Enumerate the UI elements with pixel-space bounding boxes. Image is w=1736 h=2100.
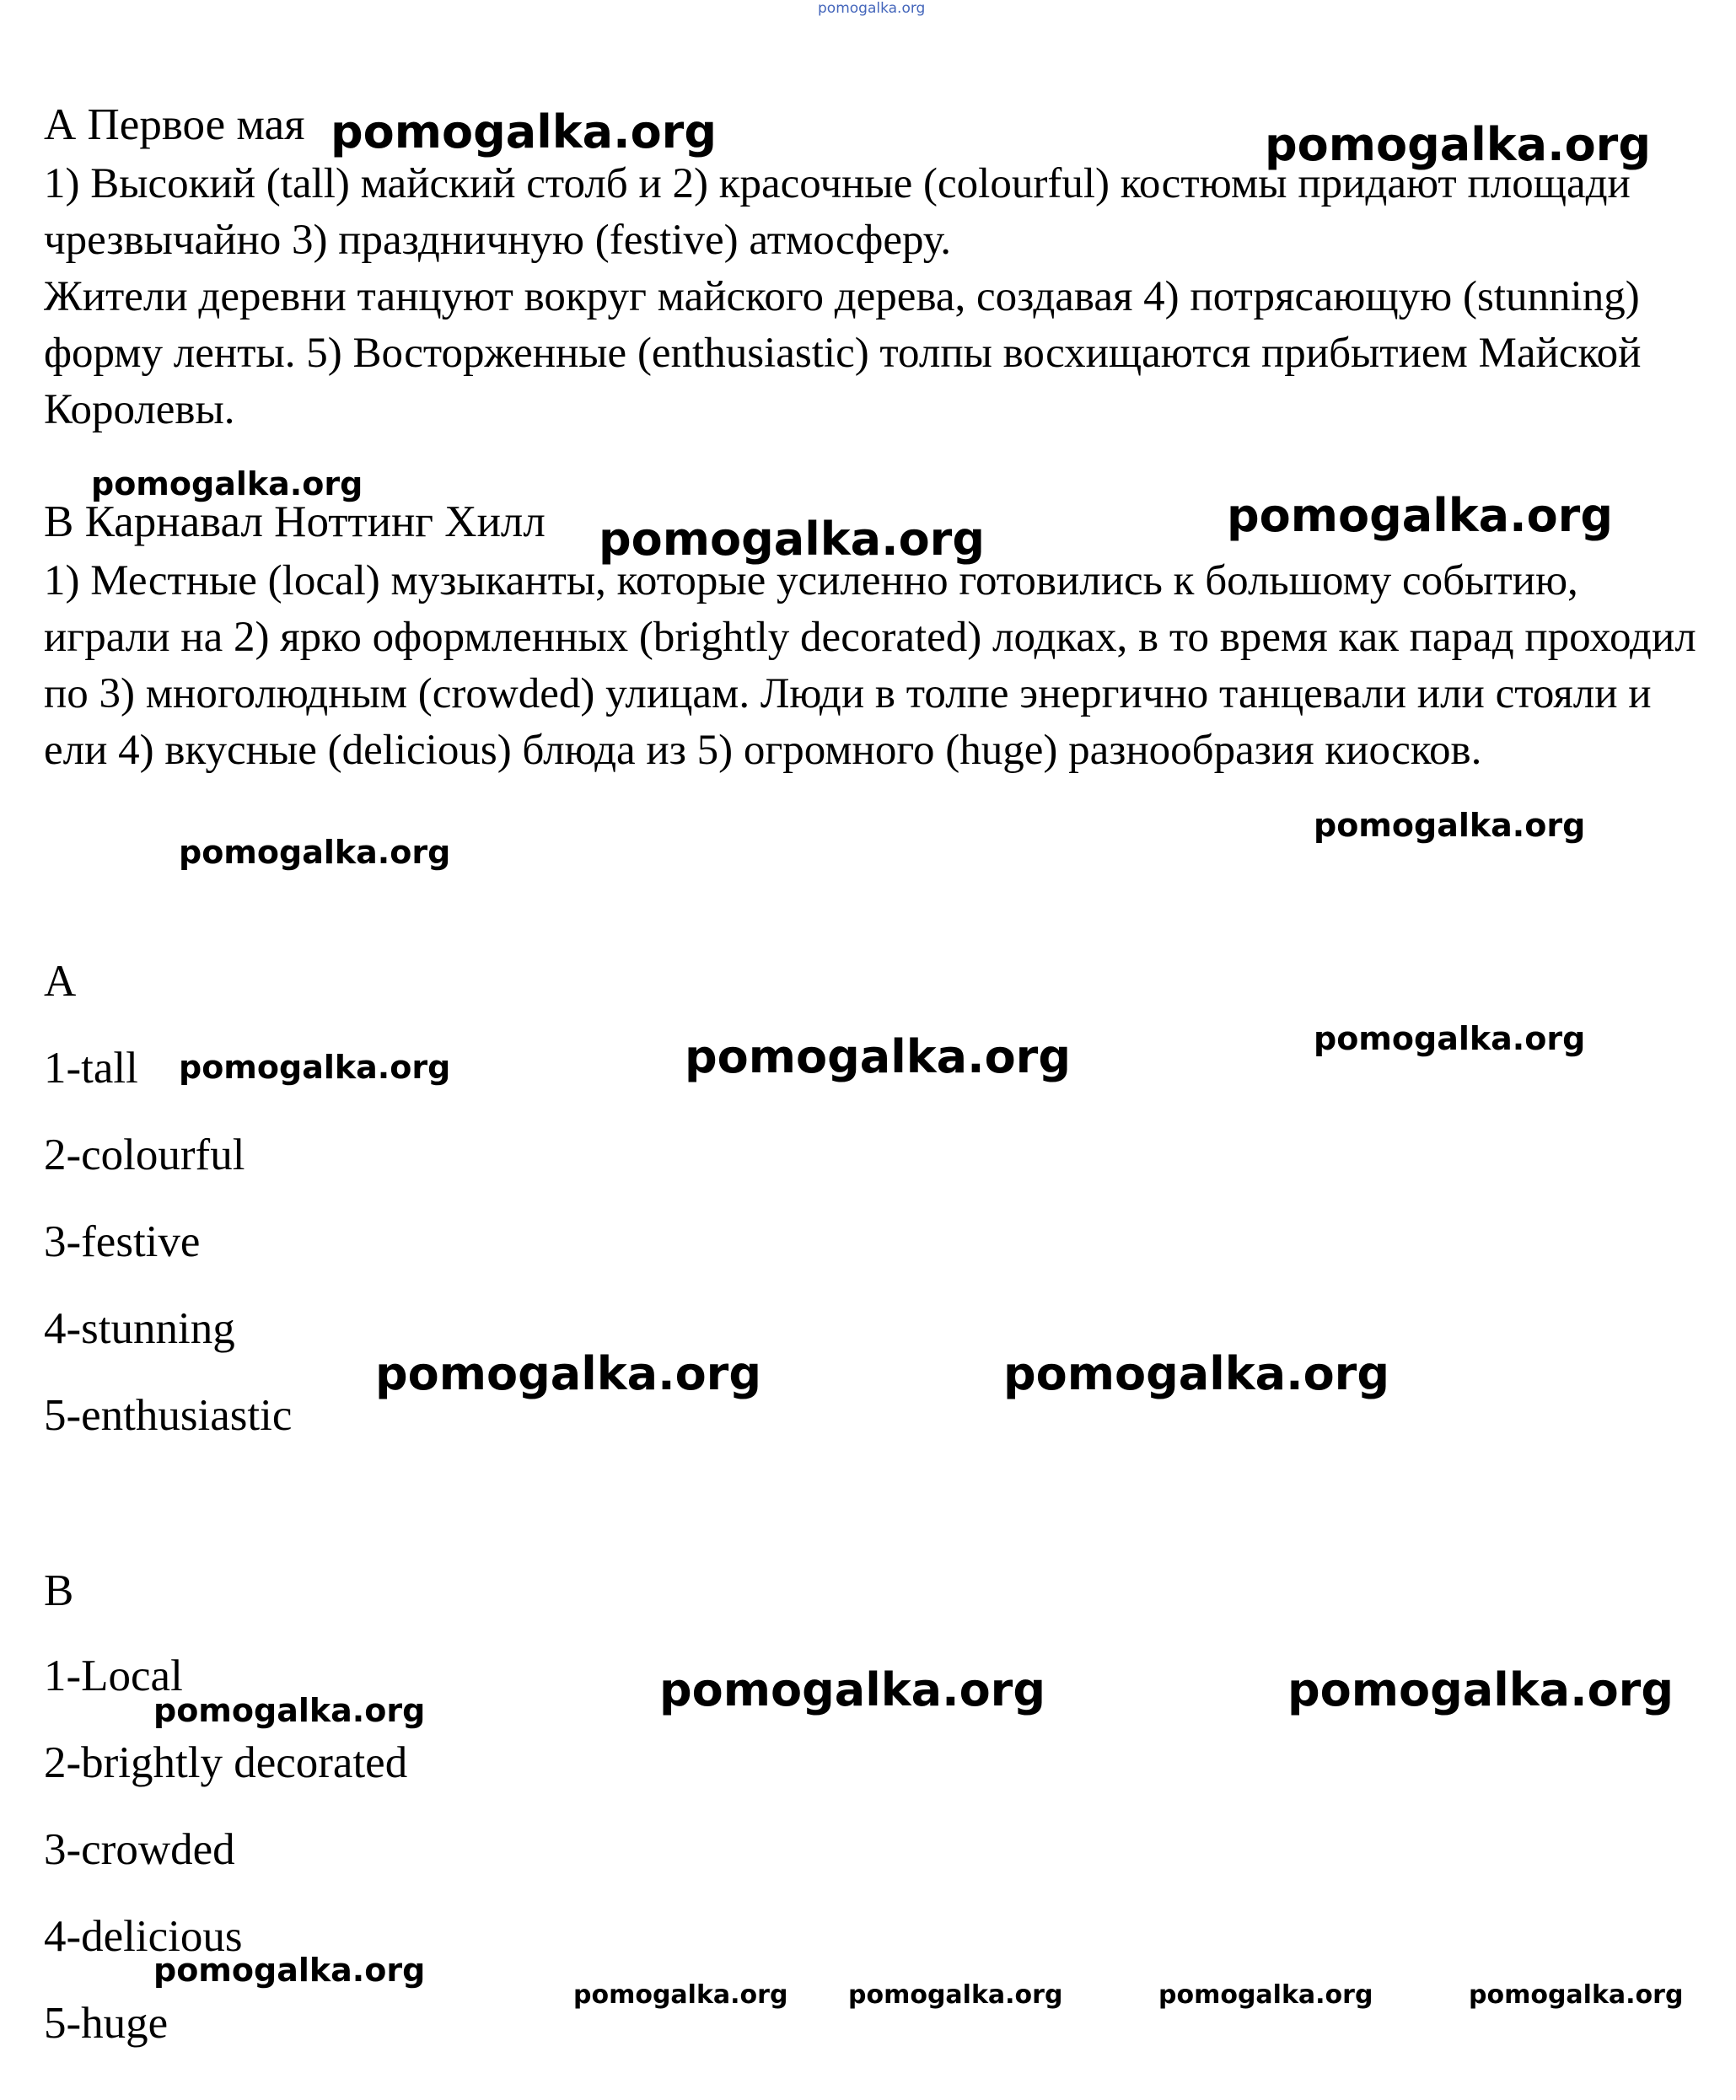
- watermark-text: pomogalka.org: [1265, 118, 1651, 171]
- watermark-text: pomogalka.org: [1314, 1020, 1586, 1057]
- answers-a-label: A: [44, 957, 77, 1006]
- answers-a-item-2: 2-colourful: [44, 1131, 245, 1179]
- answers-b-label: B: [44, 1566, 74, 1615]
- answers-a-item-3: 3-festive: [44, 1217, 201, 1266]
- watermark-text: pomogalka.org: [1314, 807, 1586, 844]
- watermark-text: pomogalka.org: [1227, 489, 1613, 542]
- watermark-text: pomogalka.org: [1158, 1980, 1373, 2010]
- watermark-text: pomogalka.org: [179, 834, 451, 871]
- answers-a-item-1: 1-tall: [44, 1044, 138, 1093]
- answers-b-item-4: 4-delicious: [44, 1912, 243, 1961]
- answers-a-item-5: 5-enthusiastic: [44, 1391, 293, 1440]
- answers-b-item-1: 1-Local: [44, 1652, 183, 1700]
- watermark-text: pomogalka.org: [599, 513, 985, 566]
- watermark-text: pomogalka.org: [91, 465, 363, 502]
- watermark-text: pomogalka.org: [375, 1347, 761, 1400]
- watermark-text: pomogalka.org: [818, 0, 926, 17]
- watermark-text: pomogalka.org: [153, 1952, 426, 1989]
- watermark-text: pomogalka.org: [1287, 1663, 1674, 1716]
- answers-a-item-4: 4-stunning: [44, 1304, 235, 1353]
- section-a-title: А Первое мая: [44, 100, 305, 149]
- section-b-title: B Карнавал Ноттинг Хилл: [44, 497, 546, 546]
- answers-b-item-5: 5-huge: [44, 1999, 169, 2048]
- watermark-text: pomogalka.org: [1003, 1347, 1389, 1400]
- watermark-text: pomogalka.org: [685, 1030, 1071, 1083]
- watermark-text: pomogalka.org: [848, 1980, 1063, 2010]
- watermark-text: pomogalka.org: [331, 105, 717, 158]
- answers-b-item-3: 3-crowded: [44, 1825, 235, 1874]
- section-a-text: 1) Высокий (tall) майский столб и 2) красочные (colourful) костюмы придают площади чрезвычайно 3) праздничную (festive) атмосферу. Жители деревни танцуют вокруг майского дерева, создавая 4) потрясающую (stunning) форму ленты. 5) Восторженные (enthusiastic) толпы восхищаются прибытием Майской Королевы.: [44, 160, 1642, 433]
- watermark-text: pomogalka.org: [1469, 1980, 1684, 2010]
- watermark-text: pomogalka.org: [153, 1692, 426, 1729]
- section-b-text: 1) Местные (local) музыканты, которые усиленно готовились к большому событию, играли на 2) ярко оформленных (brightly decorated) лодках, в то время как парад проходил по 3) многолюдным (crowded) улицам. Люди в толпе энергично танцевали или стояли и ели 4) вкусные (delicious) блюда из 5) огромного (huge) разнообразия киосков.: [44, 557, 1696, 774]
- watermark-text: pomogalka.org: [659, 1663, 1045, 1716]
- watermark-text: pomogalka.org: [179, 1049, 451, 1086]
- answers-b-item-2: 2-brightly decorated: [44, 1738, 408, 1787]
- watermark-text: pomogalka.org: [573, 1980, 788, 2010]
